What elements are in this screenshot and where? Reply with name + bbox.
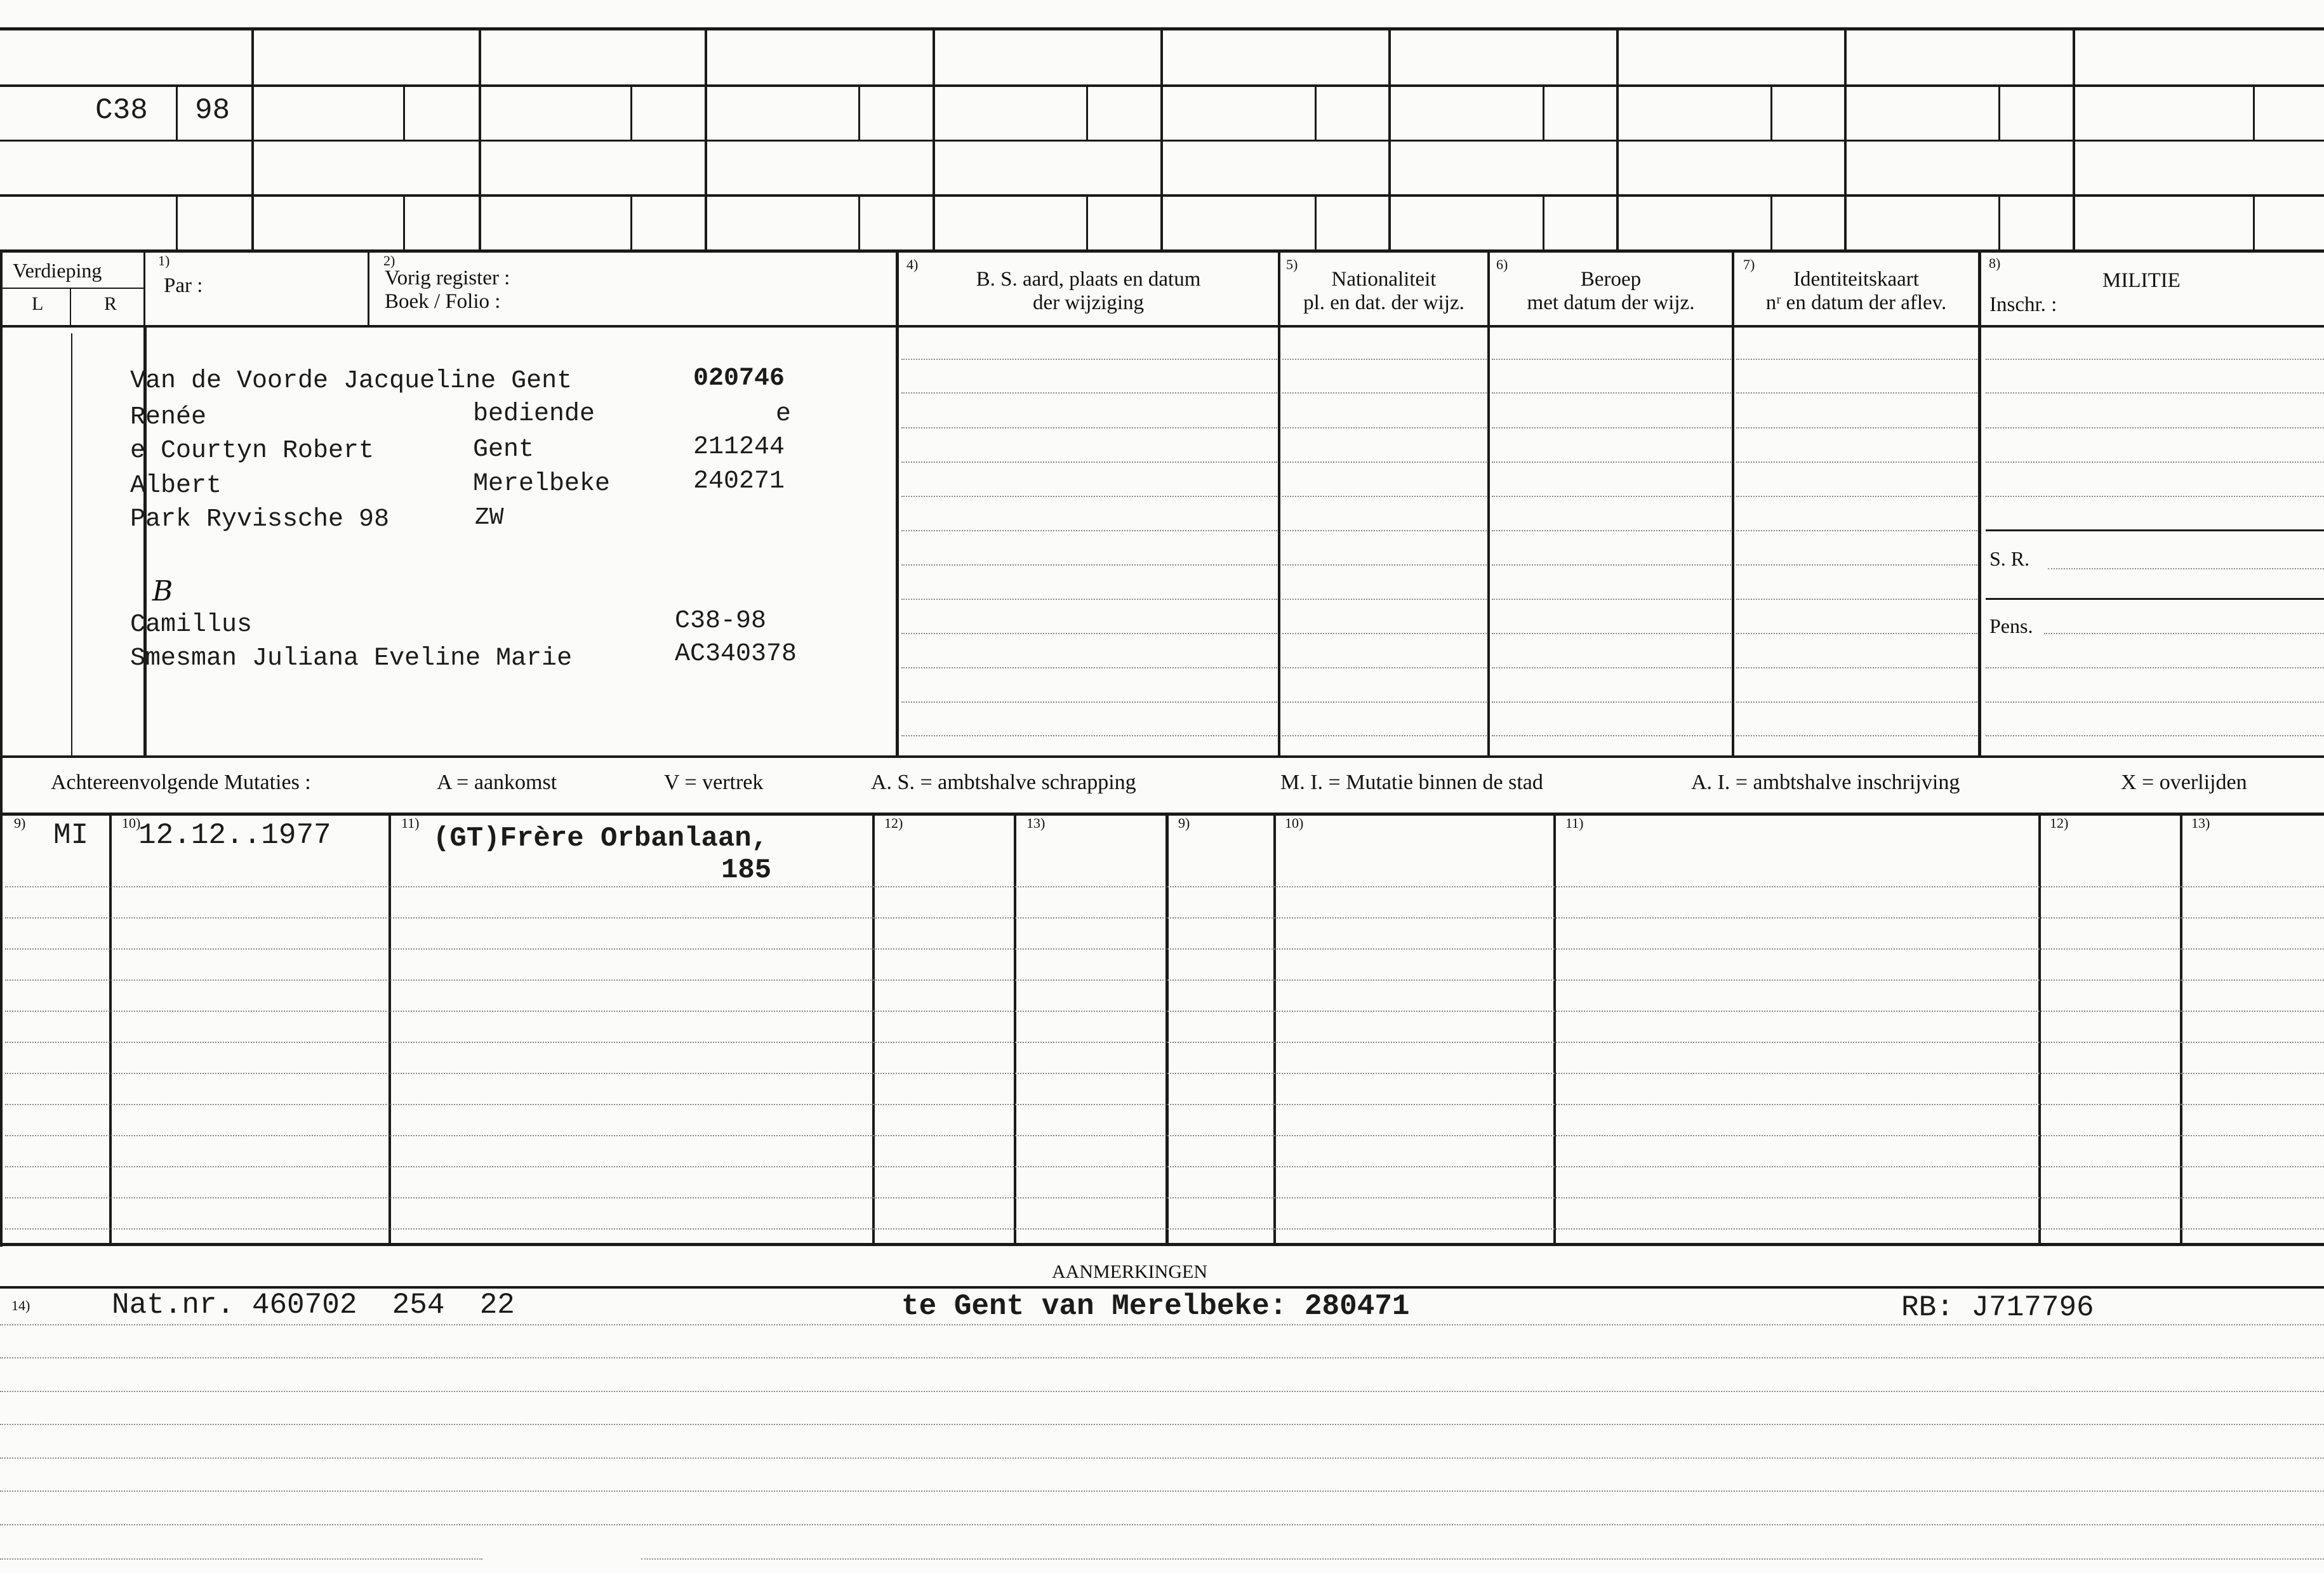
- person-line5-code: ZW: [475, 504, 504, 531]
- col13-label-right: 13): [2191, 815, 2210, 831]
- col11-label-left: 11): [401, 815, 420, 831]
- vorig-number: 2): [383, 253, 395, 269]
- col10-label-right: 10): [1285, 815, 1304, 831]
- nat-number: 5): [1286, 256, 1298, 272]
- remarks-natnr: Nat.nr. 460702 254 22: [112, 1289, 515, 1322]
- militie-header: MILITIE: [2102, 269, 2181, 292]
- grid-code: C38: [95, 94, 148, 127]
- boek-folio-label: Boek / Folio :: [385, 290, 501, 313]
- person-line3-name: e Courtyn Robert: [130, 437, 375, 465]
- beroep-header-1: Beroep: [1580, 268, 1642, 291]
- legend-x: X = overlijden: [2121, 771, 2247, 794]
- beroep-header-2: met datum der wijz.: [1527, 291, 1695, 314]
- col9-label-left: 9): [14, 815, 26, 831]
- legend-a: A = aankomst: [437, 771, 557, 794]
- inschr-label: Inschr. :: [1989, 293, 2057, 316]
- legend-ai: A. I. = ambtshalve inschrijving: [1691, 771, 1960, 794]
- mutation-address-1: (GT)Frère Orbanlaan,: [433, 823, 769, 854]
- person-line1-code: 020746: [693, 364, 785, 393]
- person-line2-job: bediende: [473, 400, 595, 428]
- id-header-2: nʳ en datum der aflev.: [1765, 291, 1947, 314]
- verdieping-l: L: [32, 293, 44, 314]
- par-number: 1): [158, 253, 170, 269]
- remarks-rb: RB: J717796: [1901, 1291, 2094, 1324]
- bs-header-1: B. S. aard, plaats en datum: [976, 268, 1201, 291]
- id-header-1: Identiteitskaart: [1793, 268, 1919, 291]
- col10-label-left: 10): [122, 815, 141, 831]
- bs-number: 4): [906, 256, 919, 272]
- nat-header-1: Nationaliteit: [1331, 268, 1437, 291]
- person-line8-name: Smesman Juliana Eveline Marie: [130, 644, 573, 673]
- vorig-register-label: Vorig register :: [385, 267, 510, 289]
- col9-label-right: 9): [1178, 815, 1190, 831]
- person-line5-address: Park Ryvissche 98: [130, 505, 390, 534]
- remarks-text: te Gent van Merelbeke: 280471: [901, 1290, 1410, 1323]
- person-line7-name: Camillus: [130, 611, 253, 639]
- sr-label: S. R.: [1989, 547, 2030, 570]
- col13-label-left: 13): [1026, 815, 1046, 831]
- bs-header-2: der wijziging: [1032, 291, 1145, 314]
- pens-label: Pens.: [1989, 614, 2033, 637]
- col12-label-left: 12): [884, 815, 903, 831]
- beroep-number: 6): [1496, 256, 1508, 272]
- remarks-title: AANMERKINGEN: [1052, 1261, 1207, 1282]
- grid-number: 98: [195, 94, 230, 127]
- col12-label-right: 12): [2050, 815, 2069, 831]
- legend-title: Achtereenvolgende Mutaties :: [51, 771, 311, 794]
- legend-mi: M. I. = Mutatie binnen de stad: [1280, 771, 1543, 794]
- col11-label-right: 11): [1565, 815, 1584, 831]
- person-line2-name: Renée: [130, 403, 207, 432]
- person-line7-code: C38-98: [675, 607, 767, 635]
- par-label: Par :: [164, 274, 203, 297]
- verdieping-label: Verdieping: [13, 259, 102, 282]
- mutation-address-2: 185: [721, 854, 772, 886]
- person-line8-code: AC340378: [675, 640, 797, 668]
- person-line4-code: 240271: [693, 467, 785, 496]
- person-line2-code: e: [776, 400, 792, 428]
- legend-as: A. S. = ambtshalve schrapping: [871, 771, 1136, 794]
- militie-number: 8): [1989, 255, 2001, 271]
- verdieping-r: R: [104, 293, 117, 314]
- person-line4-place: Merelbeke: [473, 470, 611, 498]
- person-line3-place: Gent: [473, 435, 535, 464]
- handwritten-mark: B: [152, 575, 173, 607]
- legend-v: V = vertrek: [664, 771, 764, 794]
- person-line3-code: 211244: [693, 433, 785, 461]
- id-number: 7): [1743, 256, 1755, 272]
- mutation-type: MI: [53, 819, 89, 852]
- mutation-date: 12.12..1977: [138, 819, 331, 852]
- person-line1-name: Van de Voorde Jacqueline Gent: [130, 367, 573, 395]
- remarks-number: 14): [11, 1298, 30, 1313]
- person-line4-name: Albert: [130, 472, 222, 500]
- nat-header-2: pl. en dat. der wijz.: [1303, 291, 1464, 314]
